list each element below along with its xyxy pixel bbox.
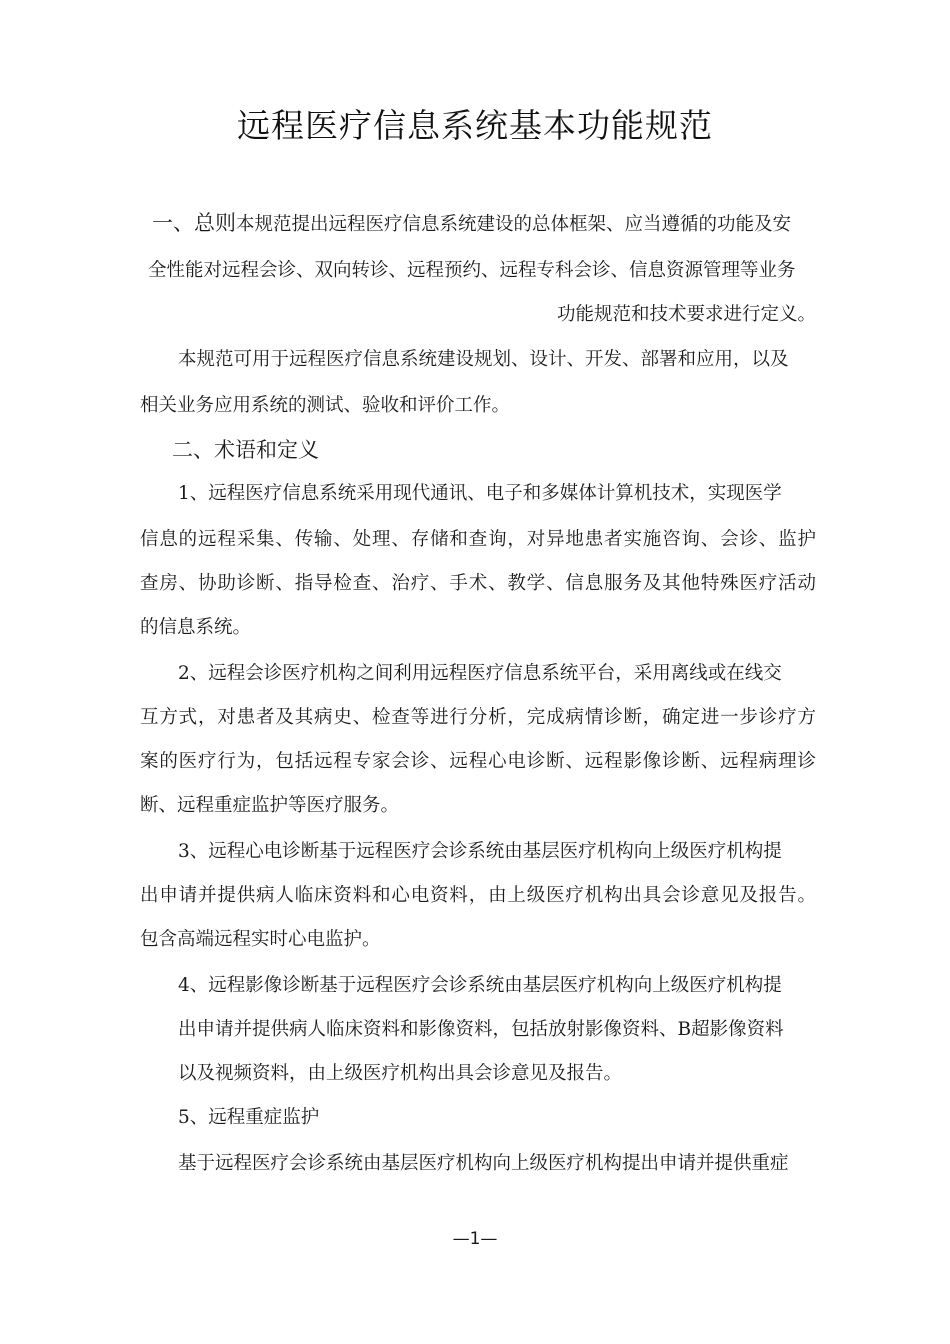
item4-line3: 以及视频资料，由上级医疗机构出具会诊意见及报告。 <box>178 1063 623 1084</box>
para2-line2: 相关业务应用系统的测试、验收和评价工作。 <box>140 395 511 416</box>
item2-line3: 案的医疗行为，包括远程专家会诊、远程心电诊断、远程影像诊断、远程病理诊 <box>140 751 816 772</box>
page-number: —1— <box>452 1229 498 1249</box>
document-title: 远程医疗信息系统基本功能规范 <box>237 106 713 145</box>
item2-line1: 2、远程会诊医疗机构之间利用远程医疗信息系统平台，采用离线或在线交 <box>178 663 782 684</box>
section1-line2: 全性能对远程会诊、双向转诊、远程预约、远程专科会诊、信息资源管理等业务 <box>148 260 796 281</box>
item2-line4: 断、远程重症监护等医疗服务。 <box>140 795 400 816</box>
para2-line1: 本规范可用于远程医疗信息系统建设规划、设计、开发、部署和应用，以及 <box>178 349 789 370</box>
section1-line1-text: 本规范提出远程医疗信息系统建设的总体框架、应当遵循的功能及安 <box>236 214 792 235</box>
item5-line1: 基于远程医疗会诊系统由基层医疗机构向上级医疗机构提出申请并提供重症 <box>178 1153 789 1174</box>
item3-line2: 出申请并提供病人临床资料和心电资料，由上级医疗机构出具会诊意见及报告。 <box>140 885 816 906</box>
section1-heading: 一、总则 <box>152 211 236 235</box>
item1-line1: 1、远程医疗信息系统采用现代通讯、电子和多媒体计算机技术，实现医学 <box>178 483 782 504</box>
item1-line3: 查房、协助诊断、指导检查、治疗、手术、教学、信息服务及其他特殊医疗活动 <box>140 573 816 594</box>
item2-line2: 互方式，对患者及其病史、检查等进行分析，完成病情诊断，确定进一步诊疗方 <box>140 707 816 728</box>
section2-heading: 二、术语和定义 <box>172 438 319 462</box>
item3-line3: 包含高端远程实时心电监护。 <box>140 929 381 950</box>
item1-line2: 信息的远程采集、传输、处理、存储和查询，对异地患者实施咨询、会诊、监护 <box>140 529 816 550</box>
section1-line1 <box>152 211 791 237</box>
item4-line1: 4、远程影像诊断基于远程医疗会诊系统由基层医疗机构向上级医疗机构提 <box>178 975 782 996</box>
section1-line3: 功能规范和技术要求进行定义。 <box>556 304 816 325</box>
item3-line1: 3、远程心电诊断基于远程医疗会诊系统由基层医疗机构向上级医疗机构提 <box>178 841 782 862</box>
item1-line4: 的信息系统。 <box>140 617 252 638</box>
item5-heading: 5、远程重症监护 <box>178 1107 320 1128</box>
item4-line2: 出申请并提供病人临床资料和影像资料，包括放射影像资料、B超影像资料 <box>178 1019 784 1040</box>
